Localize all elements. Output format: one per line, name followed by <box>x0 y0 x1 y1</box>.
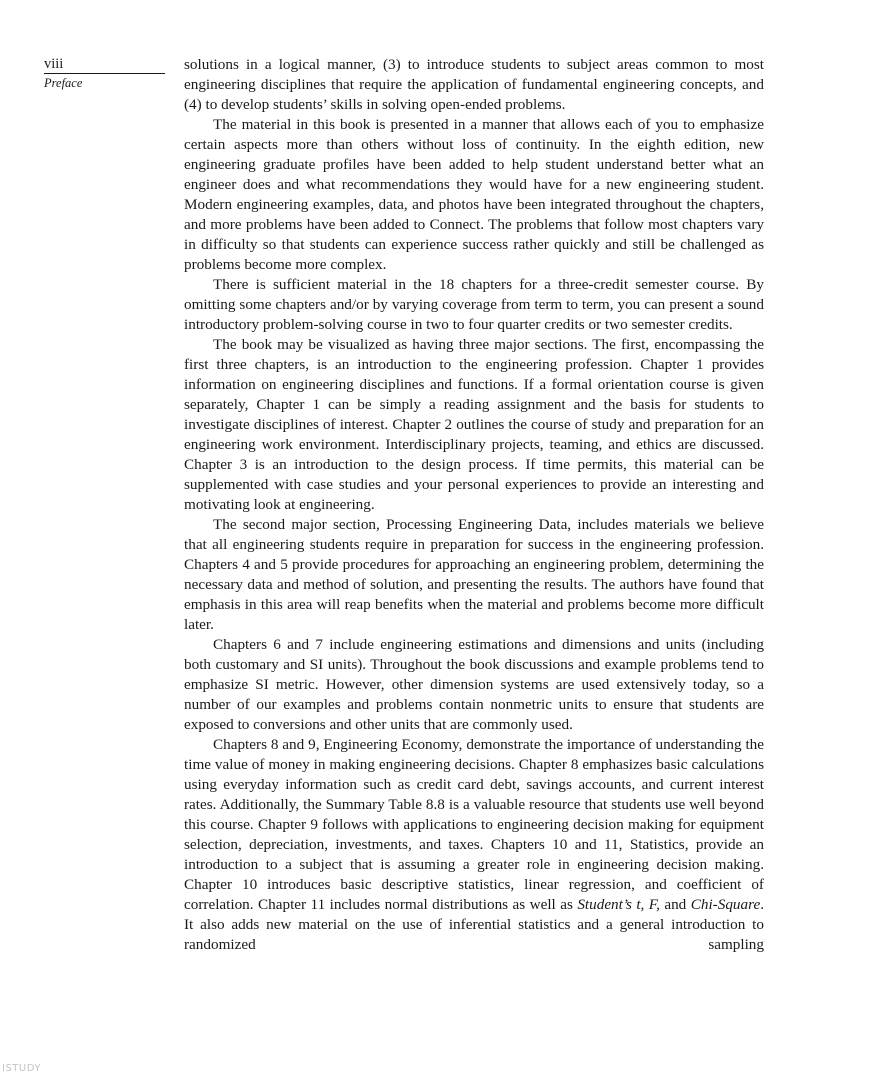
page-number: viii <box>44 56 165 74</box>
paragraph-three-sections: The book may be visualized as having three major sections. The first, encompassing the first three chapters, is an introduction to the engineering profession. Chapter 1 provides information on engineering disciplines and functions. If a formal orientation course is given separately, Chapter 1 can be simply a reading assignment and the basis for students to investigate disciplines of interest. Chapter 2 outlines the course of study and preparation for an engineering work environment. Interdisciplinary projects, teaming, and ethics are discussed. Chapter 3 is an introduction to the design process. If time permits, this material can be supplemented with case studies and your personal experiences to provide an interesting and motivating look at engineering. <box>184 336 764 513</box>
text-run: Chapters 8 and 9, Engineering Economy, demonstrate the importance of understanding the time value of money in making engineering decisions. Chapter 8 emphasizes basic calculations using everyday information such as credit card debt, savings accounts, and current interest rates. Additionally, the Summary Table 8.8 is a valuable resource that students use well beyond this course. Chapter 9 follows with applications to engineering decision making for equipment selection, depreciation, investments, and taxes. Chapters 10 and 11, Statistics, provide an introduction to a subject that is assuming a greater role in engineering decision making. Chapter 10 introduces basic descriptive statistics, linear regression, and coefficient of correlation. Chapter 11 includes normal distributions as well as <box>184 736 764 913</box>
text-run: and <box>659 896 691 913</box>
italic-term-chi-square: Chi-Square <box>690 896 761 913</box>
italic-term-students-t-f: Student’s t, F, <box>577 896 660 913</box>
paragraph-estimations-units: Chapters 6 and 7 include engineering estimations and dimensions and units (including both customary and SI units). Throughout the book discussions and example problems tend to emphasize SI metric. However, other dimension systems are used extensively today, so a number of our examples and problems contain nonmetric units to ensure that students are exposed to conversions and other units that are commonly used. <box>184 636 764 733</box>
paragraph-processing-data: The second major section, Processing Engineering Data, includes materials we believe that all engineering students require in preparation for success in the engineering profession. Chapters 4 and 5 provide procedures for approaching an engineering problem, determining the necessary data and method of solution, and presenting the results. The authors have found that emphasis in this area will reap benefits when the material and problems become more difficult later. <box>184 516 764 633</box>
text-run: . It also adds new material on the use of inferential statistics and a general introduction to randomized sampling <box>184 896 764 953</box>
watermark: ISTUDY <box>2 1063 41 1074</box>
page-margin-header <box>44 56 165 92</box>
paragraph-engineering-economy <box>184 735 764 955</box>
paragraph-material-presentation: The material in this book is presented in a manner that allows each of you to emphasize certain aspects more than others without loss of continuity. In the eighth edition, new engineering graduate profiles have been added to help student understand better what an engineer does and what recommendations they would have for a new engineering student. Modern engineering examples, data, and photos have been integrated throughout the chapters, and more problems have been added to Connect. The problems that follow most chapters vary in difficulty so that students can experience success rather quickly and still be challenged as problems become more complex. <box>184 116 764 273</box>
running-head: Preface <box>44 76 83 90</box>
body-text <box>184 55 764 955</box>
paragraph-course-coverage: There is sufficient material in the 18 chapters for a three-credit semester course. By omitting some chapters and/or by varying coverage from term to term, you can present a sound introductory problem-solving course in two to four quarter credits or two semester credits. <box>184 276 764 333</box>
paragraph-continued: solutions in a logical manner, (3) to introduce students to subject areas common to most engineering disciplines that require the application of fundamental engineering concepts, and (4) to develop students’ skills in solving open-ended problems. <box>184 56 764 113</box>
